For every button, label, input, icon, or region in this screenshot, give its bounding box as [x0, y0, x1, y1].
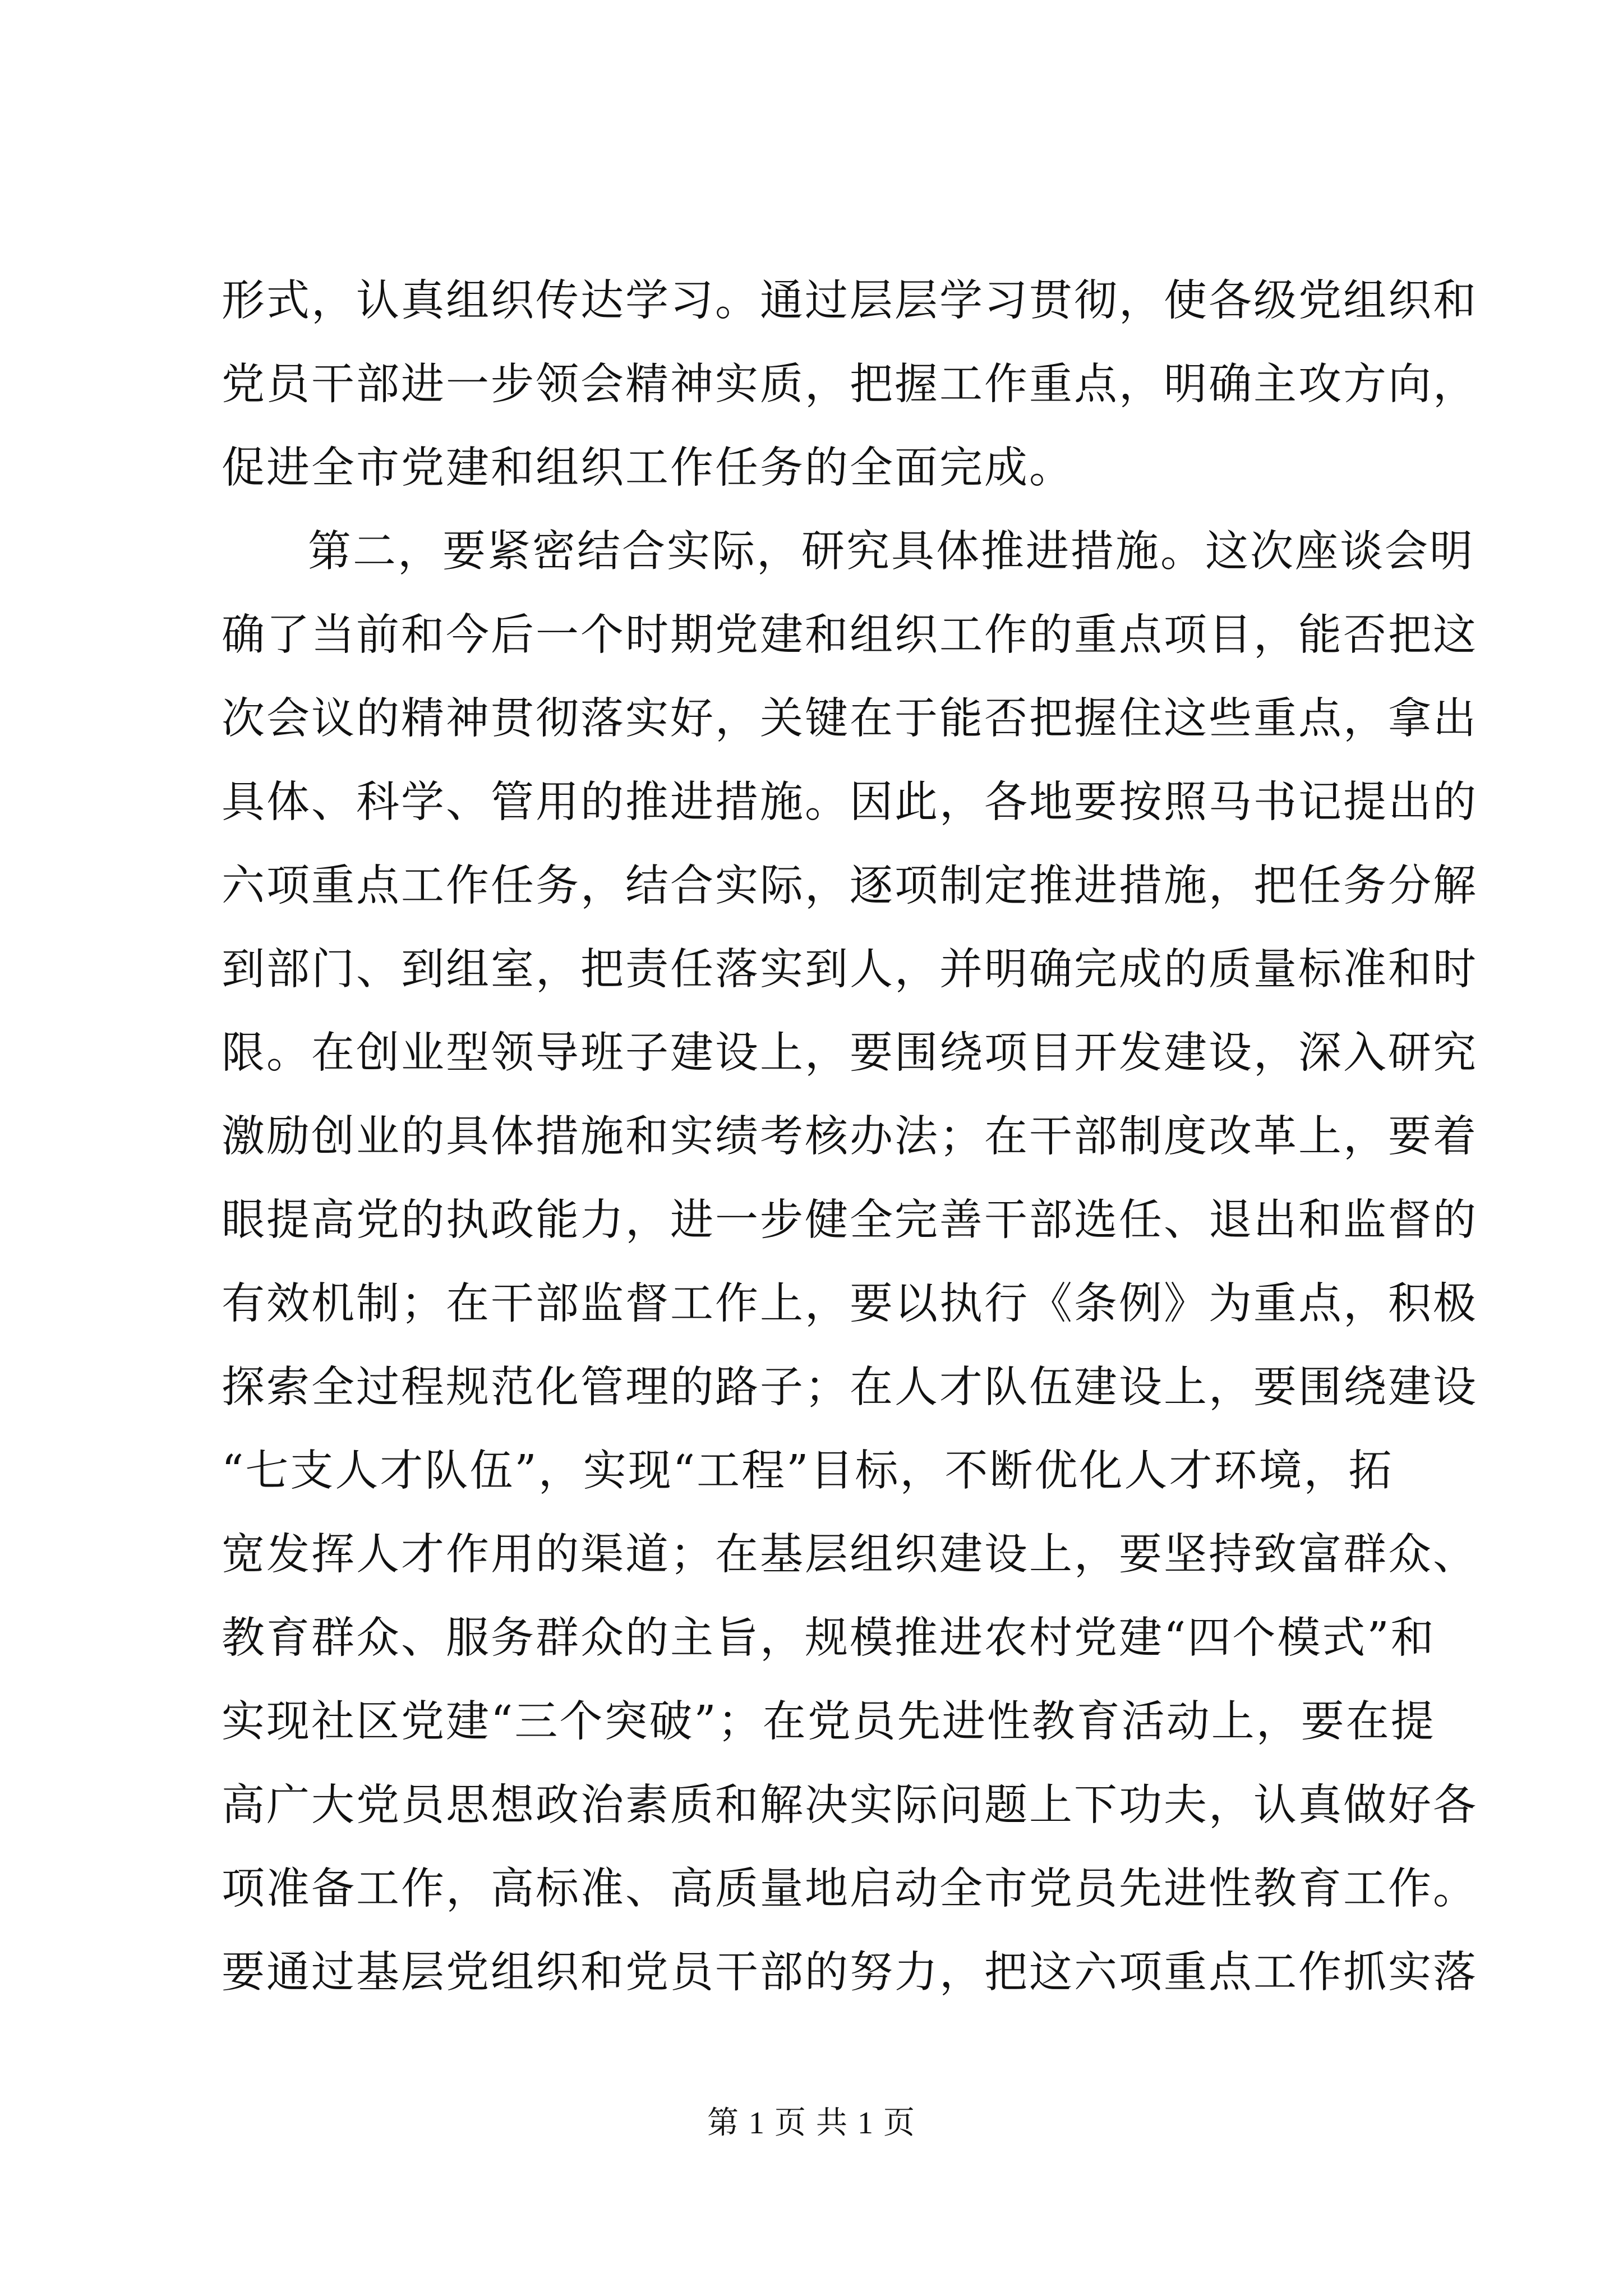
paragraph-first-line: 第二，要紧密结合实际，研究具体推进措施。这次座谈会明 [308, 527, 1474, 577]
body-line: 有效机制；在干部监督工作上，要以执行《条例》为重点，积极 [222, 1279, 1478, 1329]
document-body [222, 259, 1478, 2014]
body-line: 六项重点工作任务，结合实际，逐项制定推进措施，把任务分解 [222, 861, 1478, 911]
body-line: 眼提高党的执政能力，进一步健全完善干部选任、退出和监督的 [222, 1195, 1478, 1245]
body-line: “七支人才队伍”，实现“工程”目标，不断优化人才环境，拓 [222, 1446, 1394, 1496]
body-line: 党员干部进一步领会精神实质，把握工作重点，明确主攻方向， [222, 360, 1478, 409]
body-line: 实现社区党建“三个突破”；在党员先进性教育活动上，要在提 [222, 1697, 1436, 1747]
body-line: 确了当前和今后一个时期党建和组织工作的重点项目，能否把这 [222, 610, 1478, 660]
body-line: 探索全过程规范化管理的路子；在人才队伍建设上，要围绕建设 [222, 1363, 1478, 1412]
body-line: 限。在创业型领导班子建设上，要围绕项目开发建设，深入研究 [222, 1028, 1478, 1078]
body-line: 教育群众、服务群众的主旨，规模推进农村党建“四个模式”和 [222, 1613, 1436, 1663]
body-line: 具体、科学、管用的推进措施。因此，各地要按照马书记提出的 [222, 777, 1478, 827]
body-line: 次会议的精神贯彻落实好，关键在于能否把握住这些重点，拿出 [222, 694, 1478, 744]
body-line: 要通过基层党组织和党员干部的努力，把这六项重点工作抓实落 [222, 1948, 1478, 1998]
body-line: 促进全市党建和组织工作任务的全面完成。 [222, 443, 1074, 493]
body-line: 高广大党员思想政治素质和解决实际问题上下功夫，认真做好各 [222, 1780, 1478, 1830]
body-line: 到部门、到组室，把责任落实到人，并明确完成的质量标准和时 [222, 945, 1478, 995]
body-line: 形式，认真组织传达学习。通过层层学习贯彻，使各级党组织和 [222, 276, 1478, 326]
body-line: 激励创业的具体措施和实绩考核办法；在干部制度改革上，要着 [222, 1112, 1478, 1162]
page-footer: 第 1 页 共 1 页 [707, 2106, 916, 2141]
body-line: 宽发挥人才作用的渠道；在基层组织建设上，要坚持致富群众、 [222, 1530, 1478, 1580]
body-line: 项准备工作，高标准、高质量地启动全市党员先进性教育工作。 [222, 1864, 1478, 1914]
